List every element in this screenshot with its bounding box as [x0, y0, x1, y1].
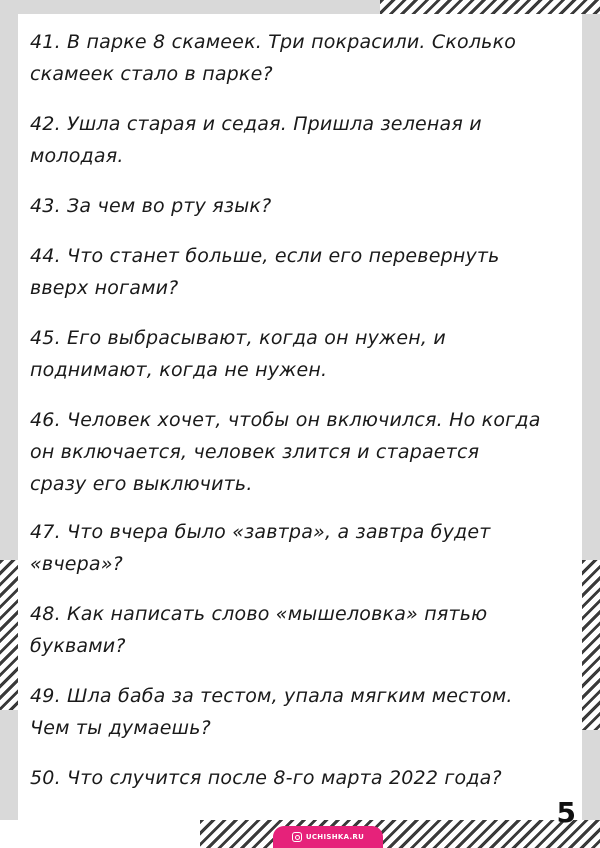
- question-42: 42. Ушла старая и седая. Пришла зеленая и молодая.: [30, 113, 482, 167]
- question-48: 48. Как написать слово «мышеловка» пятью буквами?: [30, 603, 488, 657]
- instagram-icon: [292, 832, 302, 842]
- question-49: 49. Шла баба за тестом, упала мягким местом. Чем ты думаешь?: [30, 685, 513, 739]
- question-47: 47. Что вчера было «завтра», а завтра будет «вчера»?: [30, 521, 491, 575]
- brand-text: UCHISHKA.RU: [305, 833, 365, 841]
- background-stripes-bottom: [200, 820, 600, 848]
- background-stripes-top: [380, 0, 600, 14]
- question-44: 44. Что станет больше, если его перевернуть вверх ногами?: [30, 245, 500, 299]
- brand-badge[interactable]: [273, 826, 383, 848]
- question-46: 46. Человек хочет, чтобы он включился. Но когда он включается, человек злится и старается сразу его выключить.: [30, 409, 541, 495]
- background-block: [0, 820, 200, 848]
- page-number: 5: [556, 796, 576, 829]
- background-stripes-left: [0, 560, 18, 710]
- question-41: 41. В парке 8 скамеек. Три покрасили. Сколько скамеек стало в парке?: [30, 31, 517, 85]
- question-45: 45. Его выбрасывают, когда он нужен, и поднимают, когда не нужен.: [30, 327, 446, 381]
- question-43: 43. За чем во рту язык?: [30, 195, 272, 217]
- question-50: 50. Что случится после 8-го марта 2022 года?: [30, 767, 502, 789]
- background-stripes-right: [582, 560, 600, 730]
